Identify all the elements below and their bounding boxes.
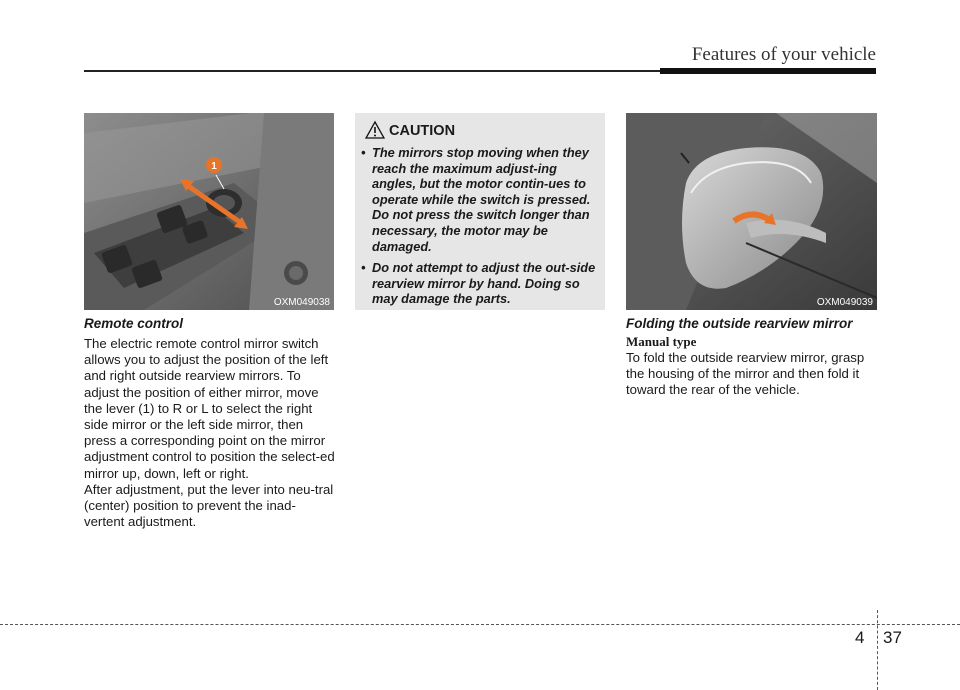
warning-triangle-icon xyxy=(365,120,385,140)
bullet-icon: • xyxy=(361,145,366,160)
mirror-switch-photo xyxy=(84,113,334,310)
page-number: 37 xyxy=(883,628,902,647)
footer-divider xyxy=(877,610,878,690)
caution-box xyxy=(355,113,605,310)
caution-title: CAUTION xyxy=(389,123,456,139)
caution-item xyxy=(361,145,601,254)
remote-control-heading: Remote control xyxy=(84,316,184,331)
header-rule-accent xyxy=(660,68,876,74)
caution-item xyxy=(361,260,601,307)
manual-type-subheading: Manual type xyxy=(626,334,697,349)
outside-mirror-photo xyxy=(626,113,877,310)
remote-control-paragraph: The electric remote control mirror switch allows you to adjust the position of the left and right outside rearview mirrors. To adjust the position of either mirror, move the lever (1) to R or L to select the right side mirror or the left side mirror, then press a corresponding point on the mirror adjustment control to position the select-ed mirror up, down, left or right. xyxy=(84,336,335,481)
folding-mirror-heading: Folding the outside rearview mirror xyxy=(626,316,853,331)
bullet-icon: • xyxy=(361,260,366,276)
image-code: OXM049039 xyxy=(816,297,873,308)
section-title: Features of your vehicle xyxy=(691,44,876,65)
image-code: OXM049038 xyxy=(273,297,330,308)
caution-text: Do not attempt to adjust the out-side rearview mirror by hand. Doing so may damage the parts. xyxy=(372,260,596,307)
header-rule xyxy=(84,70,660,72)
folding-mirror-paragraph: To fold the outside rearview mirror, grasp the housing of the mirror and then fold it toward the rear of the vehicle. xyxy=(626,350,865,398)
footer-rule xyxy=(0,624,960,625)
remote-control-paragraph: After adjustment, put the lever into neu-tral (center) position to prevent the inad-vertent adjustment. xyxy=(84,482,334,530)
chapter-number: 4 xyxy=(855,628,865,647)
caution-list xyxy=(361,145,601,313)
caution-text: The mirrors stop moving when they reach the maximum adjust-ing angles, but the motor contin-ues to operate while the switch is pressed. Do not press the switch longer than necessary, the motor may be damaged. xyxy=(372,145,591,254)
callout-number: 1 xyxy=(211,161,217,172)
